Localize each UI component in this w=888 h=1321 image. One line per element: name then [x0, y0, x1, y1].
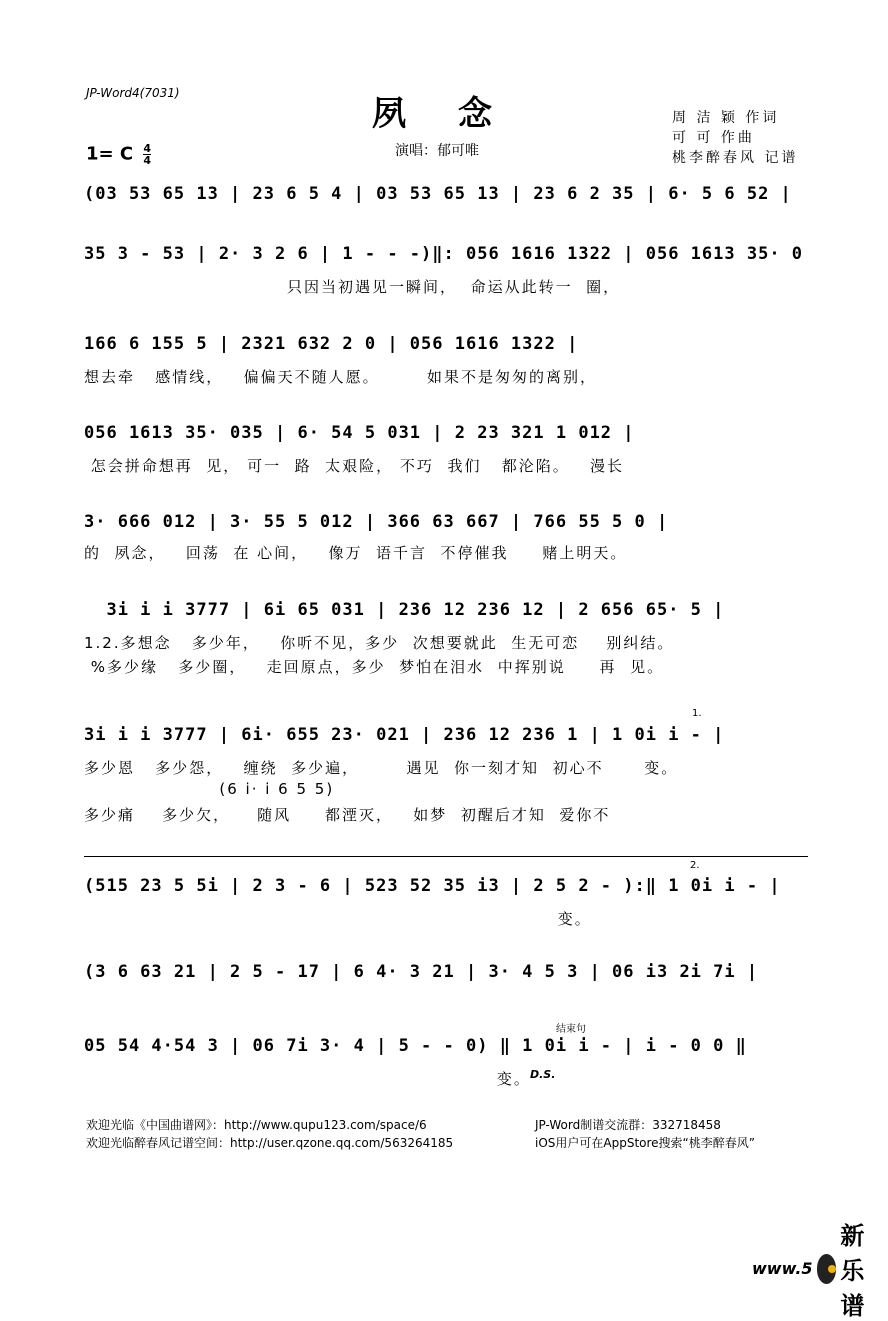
- score-row-2: [84, 244, 808, 264]
- time-bottom: 4: [143, 154, 152, 167]
- notes: (03 53 65 13 | 23 6 5 4 | 03 53 65 13 | 23 6 2 35 | 6· 5 6 52 |: [84, 184, 792, 204]
- site-url: www.5: [752, 1259, 813, 1278]
- time-signature: [143, 143, 151, 166]
- score-row-7: [84, 725, 808, 745]
- score-row-8: [84, 876, 808, 896]
- lyric-line: 多少痛 多少欠， 随风 都湮灭， 如梦 初醒后才知 爱你不: [84, 806, 611, 824]
- notes: 3i i i 3777 | 6i· 655 23· 021 | 236 12 236 1 | 1 0i i - |: [84, 725, 725, 745]
- site-logo: [752, 1216, 888, 1321]
- key-signature: [86, 143, 151, 166]
- notes: (515 23 5 5i | 2 3 - 6 | 523 52 35 i3 | 2 5 2 - ):‖ 1 0i i - |: [84, 876, 781, 896]
- time-top: 4: [143, 142, 152, 155]
- ds-marker: D.S.: [530, 1068, 556, 1081]
- lyric-line: 1.2.多想念 多少年， 你听不见，多少 次想要就此 生无可恋 别纠结。: [84, 634, 675, 652]
- notes: 35 3 - 53 | 2· 3 2 6 | 1 - - -)‖: 056 1616 1322 | 056 1613 35· 0: [84, 244, 804, 264]
- lyric-line: 怎会拼命想再 见， 可一 路 太艰险， 不巧 我们 都沦陷。 漫长: [84, 457, 625, 475]
- footer-right: [535, 1116, 755, 1152]
- notes: 166 6 155 5 | 2321 632 2 0 | 056 1616 1322 |: [84, 334, 579, 354]
- credits: [672, 108, 798, 168]
- lyric-line: 的 夙念， 回荡 在 心间， 像万 语千言 不停催我 赌上明天。: [84, 544, 628, 562]
- key-label: 1= C: [86, 143, 134, 165]
- ending-marker: 结束句: [556, 1024, 586, 1035]
- footer-group: JP-Word制谱交流群：332718458: [535, 1118, 721, 1132]
- lyricist-credit: 周 洁 颖 作词: [672, 110, 780, 126]
- score-row-10: [84, 1036, 808, 1056]
- score-row-1: [84, 184, 808, 204]
- footer-left: [86, 1116, 453, 1152]
- divider: [84, 856, 808, 857]
- score-row-4: [84, 423, 808, 443]
- notes: 056 1613 35· 035 | 6· 54 5 031 | 2 23 321 1 012 |: [84, 423, 635, 443]
- singer-credit: 演唱：郁可唯: [395, 143, 479, 159]
- lyric-line: (6 i· i 6 5 5): [84, 780, 335, 798]
- notes: 3· 666 012 | 3· 55 5 012 | 366 63 667 | 766 55 5 0 |: [84, 512, 669, 532]
- brand-name: 新乐谱: [840, 1222, 865, 1320]
- volta-1: 1.: [692, 708, 702, 719]
- score-row-9: [84, 962, 808, 982]
- lyric-line: 多少恩 多少怨， 缠绕 多少遍， 遇见 你一刻才知 初心不 变。: [84, 759, 679, 777]
- footer-link-2: 欢迎光临醉春风记谱空间：http://user.qzone.qq.com/563264185: [86, 1136, 454, 1150]
- footer-ios: iOS用户可在AppStore搜索“桃李醉春风”: [535, 1136, 755, 1150]
- footer-link-1: 欢迎光临《中国曲谱网》：http://www.qupu123.com/space/6: [86, 1118, 427, 1132]
- transcriber-credit: 桃李醉春风 记谱: [672, 150, 799, 166]
- disc-icon: [817, 1254, 837, 1284]
- score-row-5: [84, 512, 808, 532]
- notes: 05 54 4·54 3 | 06 7i 3· 4 | 5 - - 0) ‖ 1 0i i - | i - 0 0 ‖: [84, 1036, 747, 1056]
- song-title: 夙念: [372, 94, 544, 134]
- lyric-line: 只因当初遇见一瞬间， 命运从此转一 圈，: [84, 278, 621, 296]
- volta-2: 2.: [690, 860, 700, 871]
- notes: (3 6 63 21 | 2 5 - 17 | 6 4· 3 21 | 3· 4 5 3 | 06 i3 2i 7i |: [84, 962, 759, 982]
- score-row-3: [84, 334, 808, 354]
- lyric-line: 变。: [84, 910, 592, 928]
- notes: 3i i i 3777 | 6i 65 031 | 236 12 236 12 | 2 656 65· 5 |: [84, 600, 725, 620]
- software-label: JP-Word4(7031): [86, 86, 180, 100]
- composer-credit: 可 可 作曲: [672, 130, 755, 146]
- lyric-line: %多少缘 多少圈， 走回原点，多少 梦怕在泪水 中挥别说 再 见。: [84, 658, 665, 676]
- lyric-line: 变。: [84, 1070, 531, 1088]
- lyric-line: 想去牵 感情线， 偏偏天不随人愿。 如果不是匆匆的离别，: [84, 368, 597, 386]
- score-row-6: [84, 600, 808, 620]
